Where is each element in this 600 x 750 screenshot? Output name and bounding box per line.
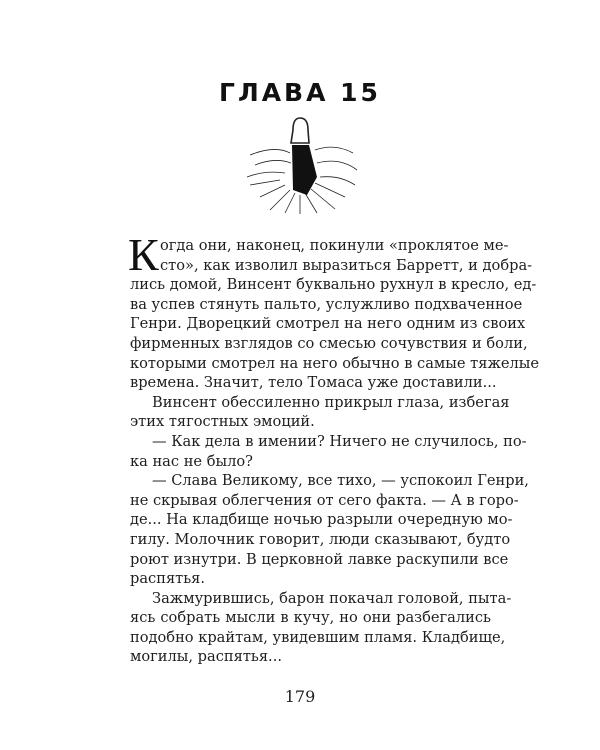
text-line: лись домой, Винсент буквально рухнул в кресло, ед- <box>130 276 537 294</box>
paragraph <box>130 393 510 432</box>
paragraph <box>130 471 529 589</box>
page-number: 179 <box>284 687 316 706</box>
chapter-illustration <box>245 115 360 215</box>
text-line: времена. Значит, тело Томаса уже доставили... <box>130 374 497 392</box>
drop-cap: К <box>128 229 159 280</box>
text-line: распятья. <box>130 570 206 588</box>
text-line: могилы, распятья... <box>130 648 282 666</box>
text-line: подобно крайтам, увидевшим пламя. Кладбище, <box>130 628 506 646</box>
paragraph <box>130 589 512 667</box>
text-line: не скрывая облегчения от сего факта. — А в горо- <box>130 491 519 509</box>
text-line: Винсент обессиленно прикрыл глаза, избегая <box>152 393 510 411</box>
text-line: которыми смотрел на него обычно в самые тяжелые <box>130 354 540 372</box>
text-line: фирменных взглядов со смесью сочувствия и боли, <box>130 334 528 352</box>
chapter-title: ГЛАВА 15 <box>219 78 381 107</box>
text-line: этих тягостных эмоций. <box>130 413 315 431</box>
text-line: — Как дела в имении? Ничего не случилось, по- <box>152 432 527 450</box>
text-line: ка нас не было? <box>130 452 253 470</box>
text-line: огда они, наконец, покинули «проклятое ме- <box>160 237 509 254</box>
paragraph <box>130 432 527 471</box>
text-line: Зажмурившись, барон покачал головой, пыта- <box>152 589 512 607</box>
text-line: ва успев стянуть пальто, услужливо подхваченное <box>130 295 523 313</box>
text-line: ясь собрать мысли в кучу, но они разбегались <box>130 609 491 627</box>
text-line: де... На кладбище ночью разрыли очередную мо- <box>130 511 513 529</box>
text-line: — Слава Великому, все тихо, — успокоил Генри, <box>152 472 529 490</box>
text-line: роют изнутри. В церковной лавке раскупили все <box>130 550 509 568</box>
body-text <box>128 229 540 667</box>
paragraph <box>130 236 540 393</box>
text-line: гилу. Молочник говорит, люди сказывают, будто <box>130 530 511 548</box>
text-line: Генри. Дворецкий смотрел на него одним из своих <box>130 315 526 333</box>
text-line: сто», как изволил выразиться Барретт, и добра- <box>160 256 533 274</box>
